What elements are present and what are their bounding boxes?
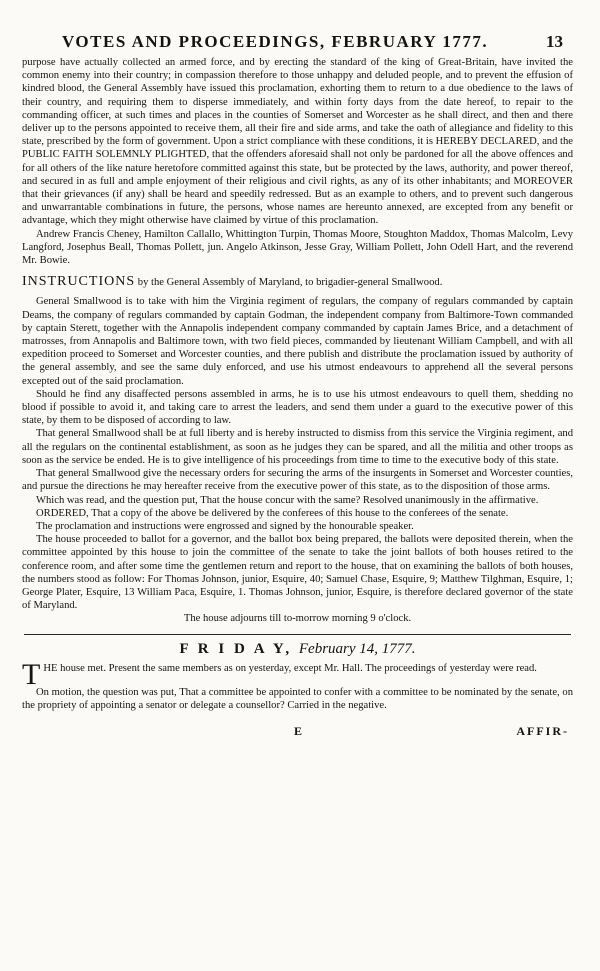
proclamation-text: purpose have actually collected an armed force, and by erecting the standard of the king of Great-Britain, have invited the common enemy into their country; in compassion therefore to those unhappy and deluded people, and to prevent the effusion of kindred blood, the General Assembly have issued this proclamation, exhorting them to return to a due obedience to the laws of their country, and requiring them to disperse immediately, and within forty days from the date hereof, to repair to the commanding officer, at such times and places in the counties of Somerset and Worcester as he shall direct, and then and there deliver up to the persons appointed to receive them, all their fire and side arms, and take the oath of allegiance and fidelity to this state, prescribed by the form of government. Upon a strict compliance with these conditions, it is HEREBY DECLARED, and the PUBLIC FAITH SOLEMNLY PLIGHTED, that the offenders aforesaid shall not only be pardoned for all the above offences and for all others of the like nature heretofore committed against this state, but be protected by the laws, authority, and power thereof, and secured in as full and ample enjoyment of their religious and civil rights, as any of its other inhabitants; and MOREOVER that their grievances (if any) shall be heard and speedily redressed. But as an example to others, and to prevent such dangerous and unwarrantable combinations in future, the persons, whose names are hereunto annexed, are excepted from any benefit or advantage, which they might otherwise have claimed by virtue of this proclamation. bbox=[22, 57, 573, 227]
instruction-paragraph: That general Smallwood shall be at full liberty and is hereby instructed to dismiss from this service the Virginia regiment, and all the regulars on the continental establishment, as soon as he judges they can be spared, and all the militia and other troops as soon as the service be ended. He is to give intelligence of his proceedings from time to time to the executive body of this state. bbox=[22, 428, 573, 466]
catchword: AFFIR- bbox=[516, 723, 569, 738]
adjourn-line: The house adjourns till to-morrow morning 9 o'clock. bbox=[183, 613, 412, 625]
page-header bbox=[22, 30, 573, 56]
instructions-lead: INSTRUCTIONS bbox=[22, 274, 136, 290]
running-title: VOTES AND PROCEEDINGS, FEBRUARY 1777. bbox=[62, 32, 489, 51]
signature-mark: E bbox=[294, 723, 303, 738]
instruction-paragraph: General Smallwood is to take with him the Virginia regiment of regulars, the company of regulars commanded by captain Deams, the company of regulars commanded by captain Godman, the independent company from Baltimore-Town commanded by captain Sterett, together with the Annapolis independent company commanded by captain James Brice, and a detachment of matrosses, from Annapolis and Baltimore town, with two field pieces, commanded by lieutenant William Campbell, and with all expedition proceed to Somerset and Worcester counties, and there publish and distribute the proclamation issued by authority of the general assembly, and see the same duly enforced, and use his utmost endeavours to apprehend all the several persons excepted out of the said proclamation. bbox=[22, 296, 573, 387]
ordered-lead: ORDERED, bbox=[36, 507, 89, 519]
day-date: February 14, 1777. bbox=[298, 640, 416, 657]
motion-paragraph: On motion, the question was put, That a committee be appointed to confer with a committee to be nominated by the senate, on the propriety of appointing a senator or delegate a counsellor? Carried in the negative. bbox=[22, 686, 573, 711]
day-heading bbox=[22, 641, 573, 658]
day-name: F R I D A Y, bbox=[179, 640, 293, 657]
ballot-paragraph: The house proceeded to ballot for a governor, and the ballot box being prepared, the ballots were deposited therein, when the committee appointed by this house to join the committee of the senate to take the joint ballots of both houses retired to the conference room, and after some time the gentlemen return and report to the house, that on examining the ballots of both houses, the numbers stood as follow: For Thomas Johnson, junior, Esquire, 40; Samuel Chase, Esquire, 9; Matthew Tilghman, Esquire, 1; George Plater, Esquire, 13 William Paca, Esquire, 1. Thomas Johnson, junior, Esquire, is therefore declared governor of the state of Maryland. bbox=[22, 534, 573, 612]
section-divider bbox=[24, 634, 571, 635]
drop-cap: T bbox=[22, 657, 41, 691]
instruction-paragraph: Should he find any disaffected persons assembled in arms, he is to use his utmost endeavours to quell them, shedding no blood if possible to avoid it, and taking care to arrest the leaders, and send them under a guard to the executive power of this state, by them to be disposed of according to law. bbox=[22, 388, 573, 427]
friday-opening: HE house met. Present the same members as on yesterday, except Mr. Hall. The proceedings of yesterday were read. bbox=[43, 662, 537, 674]
instruction-paragraph: That general Smallwood give the necessary orders for securing the arms of the insurgents in Somerset and Worcester counties, and pursue the directions he may hereafter receive from the executive power of this state, as to the disposition of those arms. bbox=[22, 468, 573, 493]
excepted-names: Andrew Francis Cheney, Hamilton Callallo, Whittington Turpin, Thomas Moore, Stoughton Maddox, Thomas Malcolm, Levy Langford, Josephus Beall, Thomas Pollett, jun. Angelo Atkinson, Jesse Gray, William Pollett, John Odell Hart, and the reverend Mr. Bowie. bbox=[22, 228, 573, 267]
page-number: 13 bbox=[546, 32, 563, 51]
engrossed-paragraph: The proclamation and instructions were engrossed and signed by the honourable speaker. bbox=[36, 520, 414, 532]
instructions-heading bbox=[22, 275, 573, 289]
ordered-text: That a copy of the above be delivered by the conferees of this house to the conferees of the senate. bbox=[91, 507, 509, 519]
friday-paragraph bbox=[22, 657, 573, 691]
resolution-paragraph: Which was read, and the question put, That the house concur with the same? Resolved unanimously in the affirmative. bbox=[36, 494, 539, 506]
ordered-paragraph bbox=[22, 507, 573, 520]
page-footer bbox=[22, 724, 573, 744]
instructions-subtitle: by the General Assembly of Maryland, to brigadier-general Smallwood. bbox=[137, 277, 443, 289]
